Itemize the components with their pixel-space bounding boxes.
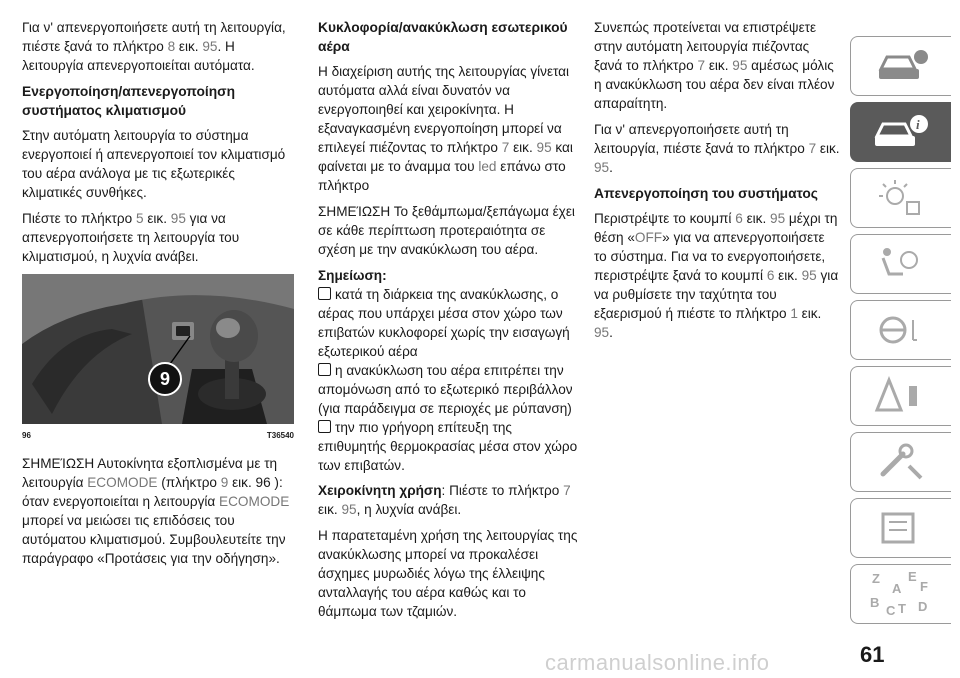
tab-dashboard-lights[interactable]	[850, 168, 951, 228]
dashboard-lights-icon	[873, 178, 929, 218]
paragraph: ΣΗΜΕΊΩΣΗ Αυτοκίνητα εξοπλισμένα με τη λειτουργία ECOMODE (πλήκτρο 9 εικ. 96 ): όταν ενεργοποιείται η λειτουργία ECOMODE μπορεί να μειώσει τις επιδόσεις του αυτόματου κλιματισμού. Συμβουλευτείτε την παράγραφο «Προτάσεις για την οδήγηση».	[22, 456, 290, 566]
svg-text:F: F	[920, 579, 928, 594]
figure-code: T36540	[266, 431, 294, 440]
tab-warning[interactable]	[850, 366, 951, 426]
paragraph: Στην αυτόματη λειτουργία το σύστημα ενεργοποιεί ή απενεργοποιεί τον κλιματισμό του αέρα ανάλογα με τις εξωτερικές κλιματικές συνθήκες.	[22, 128, 286, 200]
svg-text:Z: Z	[872, 571, 880, 586]
technical-data-icon	[873, 508, 929, 548]
checkbox-icon	[318, 363, 331, 376]
svg-text:E: E	[908, 569, 917, 584]
tab-technical-data[interactable]	[850, 498, 951, 558]
tab-steering-wheel-key[interactable]	[850, 300, 951, 360]
svg-text:C: C	[886, 603, 896, 618]
svg-text:D: D	[918, 599, 928, 614]
chapter-tabs	[850, 36, 960, 652]
checkbox-icon	[318, 287, 331, 300]
svg-text:i: i	[916, 117, 920, 132]
note-item: την πιο γρήγορη επίτευξη της επιθυμητής θερμοκρασίας μέσα στον χώρο των επιβατών.	[318, 420, 578, 473]
alphabet-index-icon	[866, 569, 936, 619]
svg-text:A: A	[892, 581, 902, 596]
wrench-icon	[873, 442, 929, 482]
section-heading: Ενεργοποίηση/απενεργοποίηση συστήματος κλιματισμού	[22, 84, 236, 118]
paragraph: Πιέστε το πλήκτρο 5 εικ. 95 για να απενεργοποιήσετε τη λειτουργία του κλιματισμού, η λυχνία ανάβει.	[22, 211, 240, 264]
paragraph: Για ν' απενεργοποιήσετε αυτή τη λειτουργία, πιέστε ξανά το πλήκτρο 7 εικ. 95.	[594, 122, 840, 175]
column-1	[22, 18, 294, 575]
tab-alphabetical-index[interactable]	[850, 564, 951, 624]
figure-number: 96	[22, 431, 31, 440]
column-3	[594, 18, 840, 349]
tab-car-info-active[interactable]	[850, 102, 951, 162]
seat-airbag-icon	[873, 244, 929, 284]
paragraph: Περιστρέψτε το κουμπί 6 εικ. 95 μέχρι τη θέση «OFF» για να απενεργοποιήσετε το σύστημα. Για να το ενεργοποιήσετε, περιστρέψτε ξανά το κουμπί 6 εικ. 95 για να ρυθμίσετε την ταχύτητα του εξαερισμού ή πιέστε το πλήκτρο 1 εικ. 95.	[594, 211, 839, 340]
tab-seat-airbag[interactable]	[850, 234, 951, 294]
tab-maintenance[interactable]	[850, 432, 951, 492]
svg-text:B: B	[870, 595, 880, 610]
figure-caption	[22, 426, 294, 440]
paragraph: ΣΗΜΕΊΩΣΗ Το ξεθάμπωμα/ξεπάγωμα έχει σε κάθε περίπτωση προτεραιότητα σε σχέση με την ανακύκλωση του αέρα.	[318, 204, 575, 257]
callout-badge: 9	[148, 362, 182, 396]
car-info-active-icon	[871, 112, 931, 152]
paragraph: Η διαχείριση αυτής της λειτουργίας γίνεται αυτόματα αλλά είναι δυνατόν να ενεργοποιηθεί και χειροκίνητα. Η εξαναγκασμένη ενεργοποίηση μπορεί να επιλεγεί πιέζοντας το πλήκτρο 7 εικ. 95 και φαίνεται με το άναμμα του led επάνω στο πλήκτρο	[318, 64, 573, 193]
paragraph: Συνεπώς προτείνεται να επιστρέψετε στην αυτόματη λειτουργία πιέζοντας ξανά το πλήκτρο 7 εικ. 95 αμέσως μόλις η ανακύκλωση του αέρα δεν είναι πλέον απαραίτητη.	[594, 20, 835, 111]
section-heading: Κυκλοφορία/ανακύκλωση εσωτερικού αέρα	[318, 20, 568, 54]
svg-text:T: T	[898, 601, 906, 616]
paragraph: Η παρατεταμένη χρήση της λειτουργίας της ανακύκλωσης μπορεί να προκαλέσει άσχημες μυρωδιές λόγω της έλλειψης ανταλλαγής του αέρα καθώς και το θάμπωμα των τζαμιών.	[318, 528, 578, 619]
column-2	[318, 18, 578, 628]
warning-triangle-icon	[873, 376, 929, 416]
page-number: 61	[860, 642, 885, 667]
steering-wheel-key-icon	[873, 310, 929, 350]
gear-shift-illustration	[22, 274, 294, 424]
paragraph: Για ν' απενεργοποιήσετε αυτή τη λειτουργία, πιέστε ξανά το πλήκτρο 8 εικ. 95. Η λειτουργία απενεργοποιείται αυτόματα.	[22, 20, 286, 73]
note-item: η ανακύκλωση του αέρα επιτρέπει την απομόνωση από το εξωτερικό περιβάλλον (για παράδειγμα σε περιοχές με ρύπανση)	[318, 363, 573, 416]
paragraph: Χειροκίνητη χρήση: Πιέστε το πλήκτρο 7 εικ. 95, η λυχνία ανάβει.	[318, 483, 571, 517]
section-heading: Απενεργοποίηση του συστήματος	[594, 186, 818, 201]
gear-shift-photo	[22, 274, 294, 424]
notes-block	[318, 266, 578, 475]
note-item: κατά τη διάρκεια της ανακύκλωσης, ο αέρας που υπάρχει μέσα στον χώρο των επιβατών κυκλοφορεί χωρίς την εισαγωγή εξωτερικού αέρα	[318, 287, 570, 359]
watermark: carmanualsonline.info	[545, 650, 770, 675]
car-info-icon	[873, 47, 929, 85]
tab-car-info[interactable]	[850, 36, 951, 96]
checkbox-icon	[318, 420, 331, 433]
notes-title: Σημείωση:	[318, 268, 387, 283]
